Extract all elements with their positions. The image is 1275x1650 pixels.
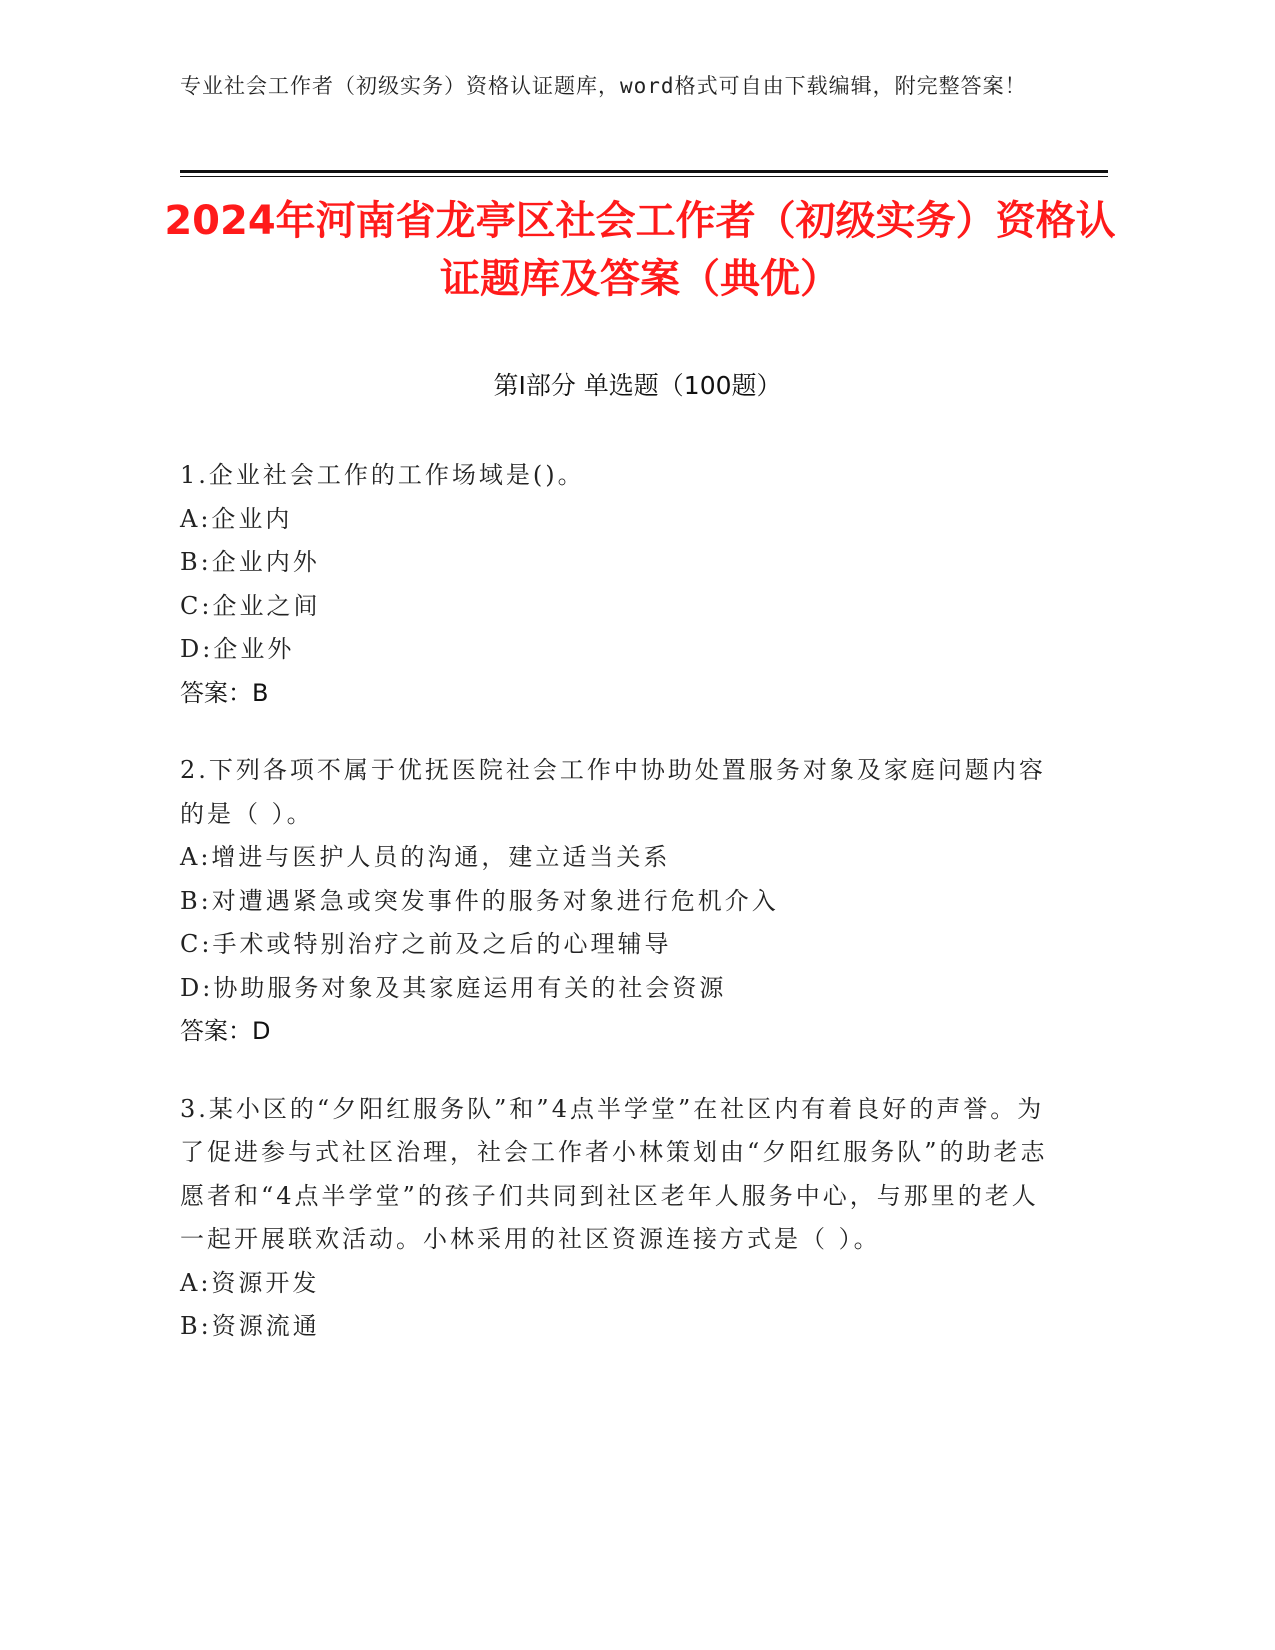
document-title: 2024年河南省龙亭区社会工作者（初级实务）资格认证题库及答案（典优） (164, 198, 1116, 302)
option-b: B:对遭遇紧急或突发事件的服务对象进行危机介入 (180, 886, 779, 915)
option-d: D:协助服务对象及其家庭运用有关的社会资源 (180, 973, 727, 1002)
question-stem: 1.企业社会工作的工作场域是()。 (180, 461, 585, 489)
header-divider-thin (180, 176, 1108, 177)
answer: 答案：D (180, 1017, 271, 1045)
option-a: A:增进与医护人员的沟通，建立适当关系 (180, 843, 671, 871)
question-3 (180, 1088, 1050, 1349)
question-stem: 2.下列各项不属于优抚医院社会工作中协助处置服务对象及家庭问题内容的是（ ）。 (180, 756, 1046, 828)
option-c: C:手术或特别治疗之前及之后的心理辅导 (180, 930, 672, 958)
page-header: 专业社会工作者（初级实务）资格认证题库，word格式可自由下载编辑，附完整答案！ (180, 74, 1027, 98)
option-a: A:企业内 (180, 504, 293, 533)
question-1 (180, 454, 1050, 715)
header-divider-thick (180, 170, 1108, 173)
answer: 答案：B (180, 678, 269, 707)
section-title: 第Ⅰ部分 单选题（100题） (493, 371, 782, 400)
question-2 (180, 749, 1050, 1054)
option-b: B:企业内外 (180, 548, 320, 576)
option-d: D:企业外 (180, 635, 295, 663)
option-b: B:资源流通 (180, 1312, 320, 1340)
question-stem: 3.某小区的“夕阳红服务队”和”4点半学堂”在社区内有着良好的声誉。为了促进参与式社区治理，社会工作者小林策划由“夕阳红服务队”的助老志愿者和“4点半学堂”的孩子们共同到社区老年人服务中心，与那里的老人一起开展联欢活动。小林采用的社区资源连接方式是（ ）。 (180, 1094, 1048, 1253)
question-list (180, 454, 1050, 1383)
option-a: A:资源开发 (180, 1268, 320, 1297)
option-c: C:企业之间 (180, 591, 321, 620)
